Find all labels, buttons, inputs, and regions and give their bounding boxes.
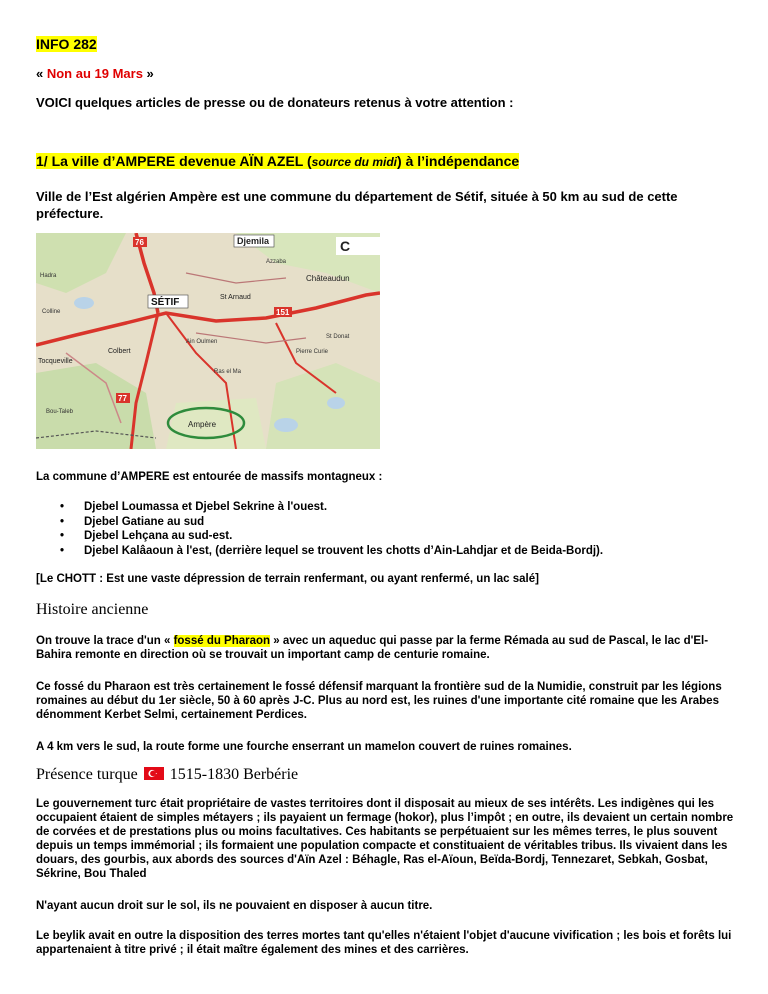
map-label-tocqueville: Tocqueville [38,358,73,365]
bullet-icon: • [60,501,65,513]
slogan-text: Non au 19 Mars [46,66,143,81]
turque-paragraph-3: Le beylik avait en outre la disposition des terres mortes tant qu'elles n'étaient l'objet d'aucune vivification ; les bois et forêts lui appartenaient à titre privé ; il était maître également des mines et des carrières. [36,930,732,956]
list-item: • Djebel Lehçana au sud-est. [60,530,233,542]
turque-heading: Présence turque 1515-1830 Berbérie [36,766,299,783]
svg-text:Ain Oulmen: Ain Oulmen [186,339,218,345]
svg-text:Bou-Taleb: Bou-Taleb [46,409,74,415]
turkish-flag-icon [144,767,164,780]
list-item: • Djebel Kalâaoun à l'est, (derrière lequel se trouvent les chotts d’Ain-Lahdjar et de Beida-Bordj). [60,544,604,557]
svg-text:St Donat: St Donat [326,334,350,340]
turque-paragraph-2: N'ayant aucun droit sur le sol, ils ne pouvaient en disposer à aucun titre. [36,900,433,912]
svg-text:Colline: Colline [42,309,61,315]
chott-definition: [Le CHOTT : Est une vaste dépression de terrain renfermant, ou ayant renfermé, un lac salé] [36,573,539,585]
map-caption: La commune d’AMPERE est entourée de massifs montagneux : [36,471,383,483]
histoire-paragraph-2: Ce fossé du Pharaon est très certainement le fossé défensif marquant la frontière sud de la Numidie, construit par les légions romaines au début du 1er siècle, 50 à 60 après J-C. Plus au nord est, les ruines d'une importante cité romaine que les Arabes dénomment Kerbet Selmi, certainement Perdices. [36,681,722,721]
histoire-paragraph-1: On trouve la trace d'un « fossé du Pharaon » avec un aqueduc qui passe par la ferme Rémada au sud de Pascal, le lac d'El-Bahira remonte en direction où se trouvait un important camp de centurie romaine. [36,635,709,661]
svg-text:Ras el Ma: Ras el Ma [214,369,242,375]
map-label-djemila: Djemila [237,236,270,246]
svg-text:Hadra: Hadra [40,273,57,279]
mountains-list [36,500,603,558]
histoire-paragraph-3: A 4 km vers le sud, la route forme une fourche enserrant un mamelon couvert de ruines romaines. [36,741,572,753]
map-label-colbert: Colbert [108,348,131,355]
section-intro: Ville de l’Est algérien Ampère est une commune du département de Sétif, située à 50 km au sud de cette préfecture. [36,189,678,221]
map-label-ampere: Ampère [188,420,217,429]
svg-text:Pierre Curie: Pierre Curie [296,349,329,355]
map-label-setif: SÉTIF [151,297,180,308]
list-item: • Djebel Gatiane au sud [60,515,205,528]
map-road-77: 77 [118,394,127,403]
slogan-line: « Non au 19 Mars » [36,66,154,81]
list-item: • Djebel Loumassa et Djebel Sekrine à l'ouest. [60,501,328,513]
map-label-st-arnaud: St Arnaud [220,294,251,301]
map-label-chateaudun: Châteaudun [306,274,350,283]
bullet-icon: • [60,515,65,528]
map-road-76: 76 [135,238,144,247]
histoire-heading: Histoire ancienne [36,601,149,618]
highlighted-term: fossé du Pharaon [173,635,271,647]
bullet-icon: • [60,544,65,557]
svg-text:C: C [340,238,351,254]
info-number: INFO 282 [36,36,97,52]
intro-heading: VOICI quelques articles de presse ou de donateurs retenus à votre attention : [36,95,514,110]
svg-text:Azzaba: Azzaba [266,259,287,265]
section-title: 1/ La ville d’AMPERE devenue AÏN AZEL (source du midi) à l’indépendance [36,153,520,169]
map-road-151: 151 [276,308,290,317]
bullet-icon: • [60,530,65,542]
region-map [36,233,380,449]
turque-paragraph-1: Le gouvernement turc était propriétaire de vastes territoires dont il disposait au mieux de ses intérêts. Les indigènes qui les occupaient étaient de simples métayers ; ils payaient un fermage (hokor), plus l’impôt ; en outre, ils devaient un certain nombre de corvées et de prestations plus ou moins facultatives. Ces habitants se perpétuaient sur les mêmes terres, le plus souvent depuis un temps immémorial ; ils formaient une population compacte et constituaient de véritables tribus. Ils vivaient dans les douars, des gourbis, aux abords des sources d'Aïn Azel : Béhagle, Ras el-Aïoun, Beïda-Bordj, Tennezaret, Sebkah, Gosbat, Sékrine, Bou Thaled [36,798,734,880]
